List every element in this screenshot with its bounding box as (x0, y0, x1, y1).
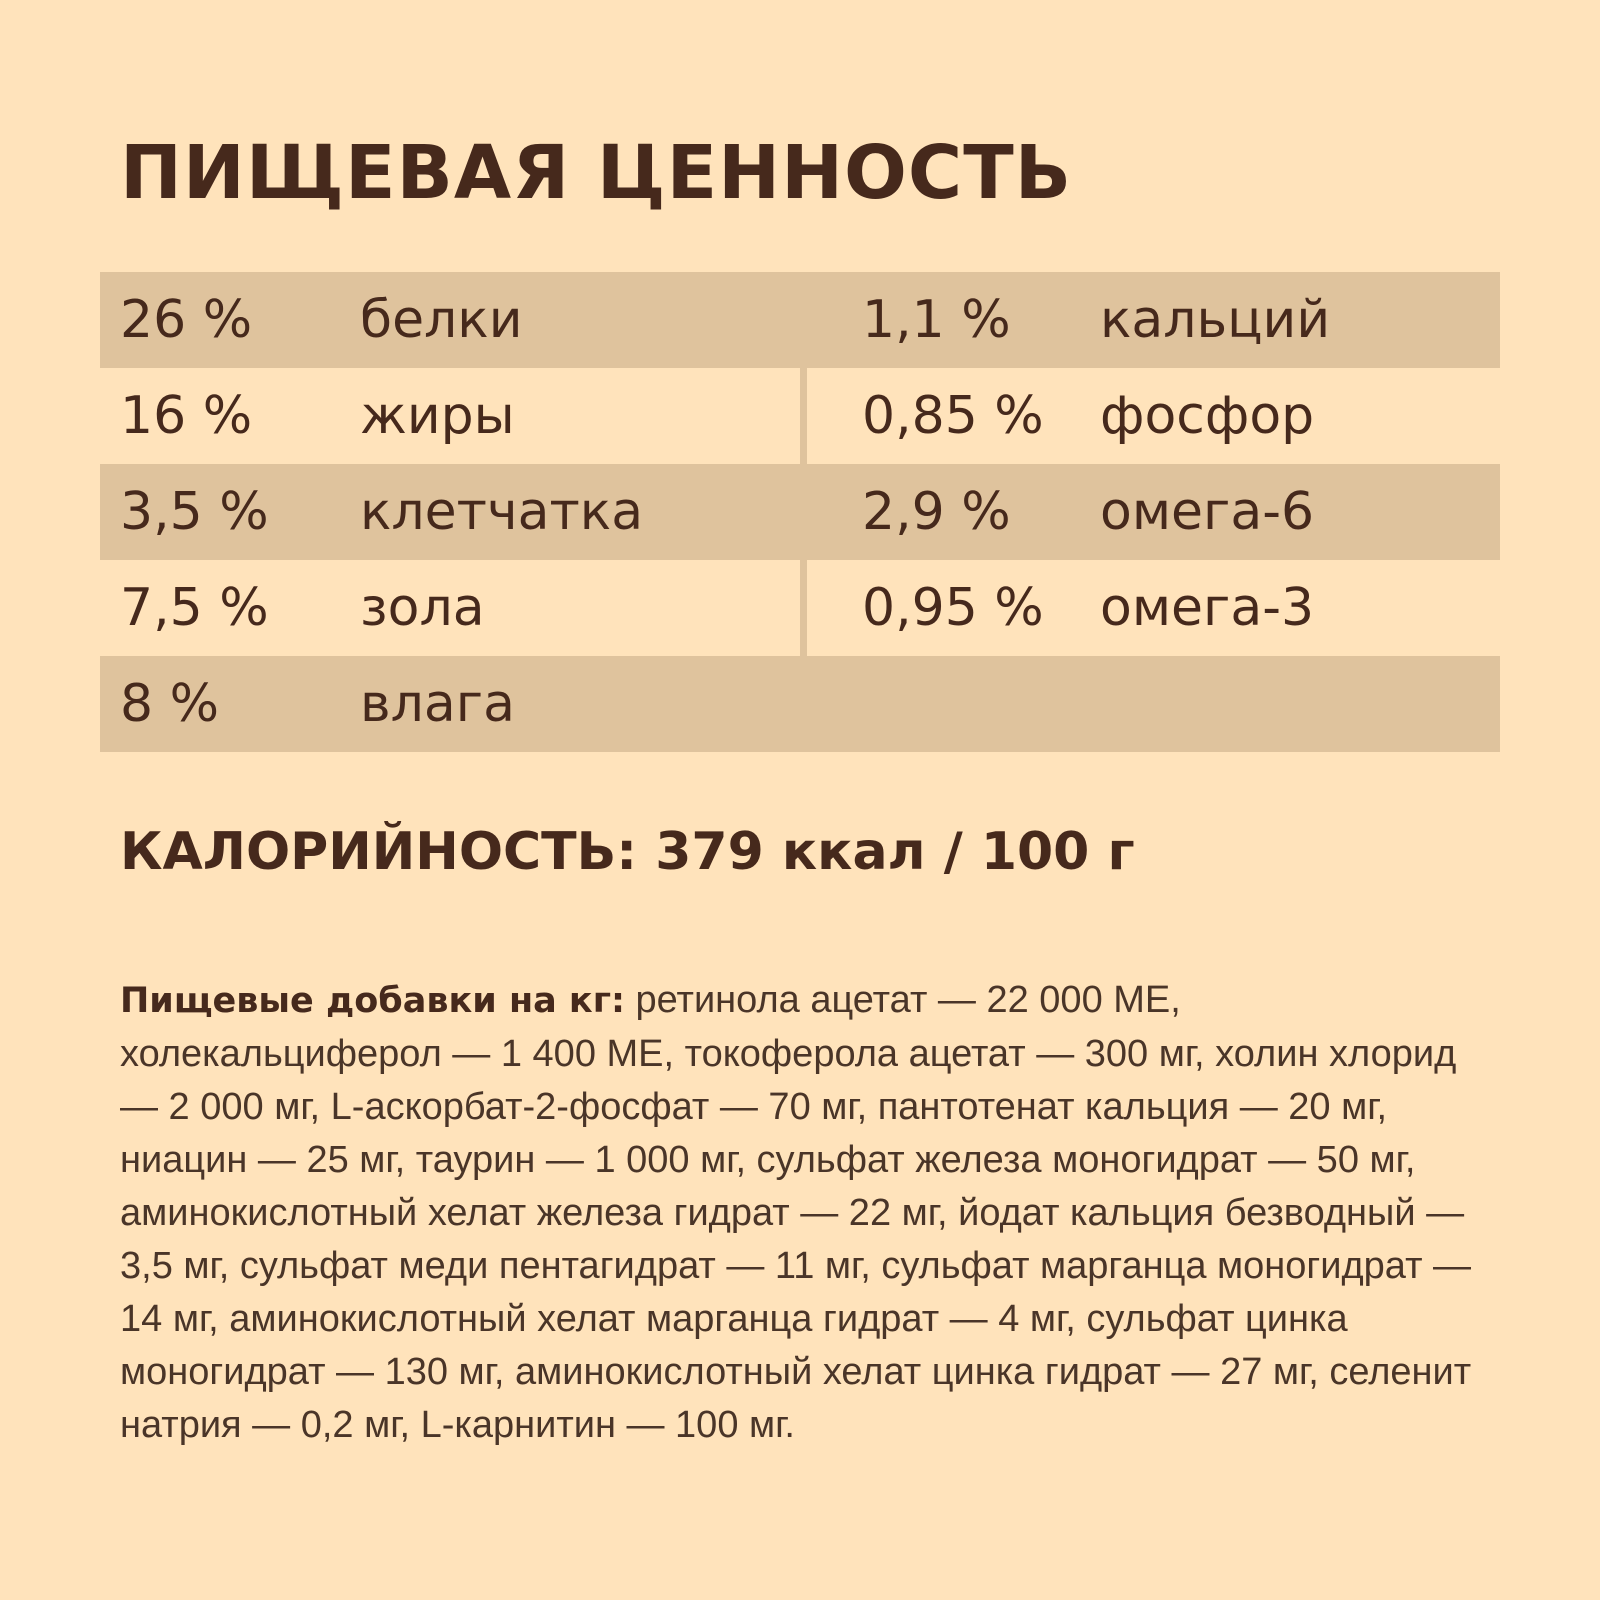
column-divider (800, 560, 807, 656)
calories-label: КАЛОРИЙНОСТЬ: (120, 822, 638, 882)
nutrient-value: 7,5 % (120, 578, 269, 638)
nutrient-name: жиры (360, 386, 515, 446)
nutrition-row (100, 272, 1500, 368)
nutrient-name: омега-6 (1100, 482, 1315, 542)
calories-line (120, 812, 1135, 892)
nutrition-row (100, 464, 1500, 560)
nutrient-value: 1,1 % (862, 290, 1011, 350)
nutrient-value: 3,5 % (120, 482, 269, 542)
nutrient-name: белки (360, 290, 523, 350)
nutrient-name: кальций (1100, 290, 1331, 350)
nutrient-name: зола (360, 578, 485, 638)
nutrient-value: 26 % (120, 290, 253, 350)
nutrient-value: 2,9 % (862, 482, 1011, 542)
calories-value: 379 ккал / 100 г (655, 822, 1135, 882)
additives-label: Пищевые добавки на кг: (120, 981, 625, 1021)
nutrient-name: влага (360, 674, 515, 734)
nutrition-table (100, 272, 1500, 752)
nutrition-row (100, 560, 1500, 656)
nutrient-name: омега-3 (1100, 578, 1315, 638)
column-divider (800, 368, 807, 464)
page-title: ПИЩЕВАЯ ЦЕННОСТЬ (120, 130, 1073, 216)
nutrient-value: 0,85 % (862, 386, 1044, 446)
additives-paragraph (120, 974, 1490, 1452)
nutrient-name: клетчатка (360, 482, 644, 542)
nutrient-value: 8 % (120, 674, 220, 734)
nutrient-value: 0,95 % (862, 578, 1044, 638)
nutrient-value: 16 % (120, 386, 253, 446)
nutrition-row (100, 656, 1500, 752)
additives-text: ретинола ацетат — 22 000 МЕ, холекальциферол — 1 400 МЕ, токоферола ацетат — 300 мг, холин хлорид — 2 000 мг, L-аскорбат-2-фосфат — 70 мг, пантотенат кальция — 20 мг, ниацин — 25 мг, таурин — 1 000 мг, сульфат железа моногидрат — 50 мг, аминокислотный хелат железа гидрат — 22 мг, йодат кальция безводный — 3,5 мг, сульфат меди пентагидрат — 11 мг, сульфат марганца моногидрат — 14 мг, аминокислотный хелат марганца гидрат — 4 мг, сульфат цинка моногидрат — 130 мг, аминокислотный хелат цинка гидрат — 27 мг, селенит натрия — 0,2 мг, L-карнитин — 100 мг. (120, 979, 1472, 1446)
nutrient-name: фосфор (1100, 386, 1315, 446)
nutrition-row (100, 368, 1500, 464)
